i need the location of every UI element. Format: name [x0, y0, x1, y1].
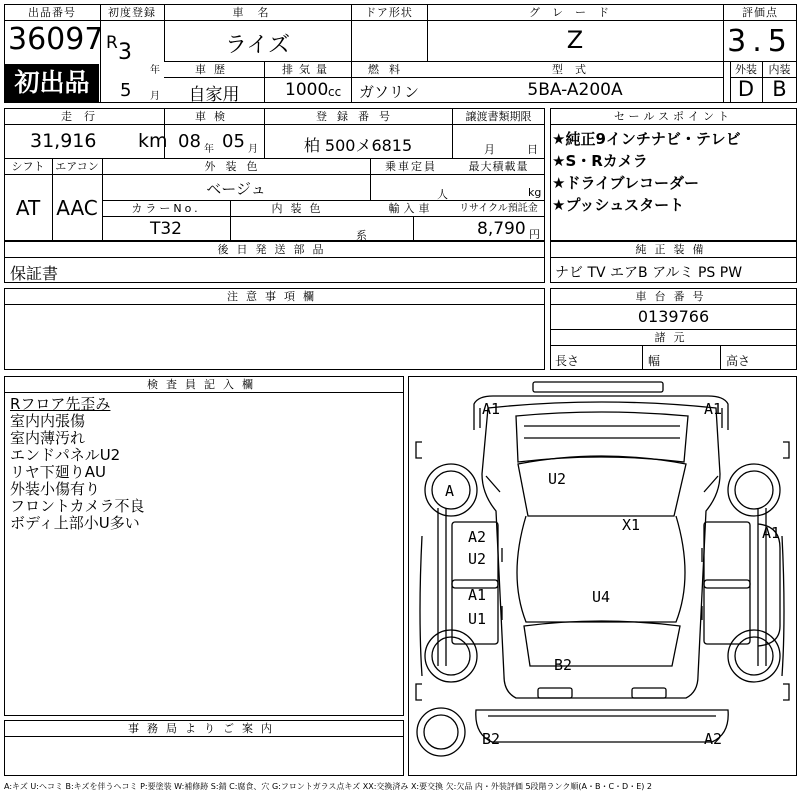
chassis-label: 車台番号 [635, 290, 712, 303]
dmg-hood: U2 [548, 470, 567, 488]
sales-point-item: ★純正9インチナビ・テレビ [552, 130, 741, 148]
dmg-right-fender: A1 [762, 524, 781, 542]
inspector-note-line: ボディ上部小U多い [10, 514, 140, 532]
ext-color-value: ベージュ [206, 180, 266, 198]
inspector-note-line: リヤ下廻りAU [10, 463, 106, 481]
load-unit: kg [528, 186, 542, 199]
int-color-unit: 系 [356, 229, 367, 242]
model-value: 5BA-A200A [527, 80, 623, 100]
car-name-label: 車名 [232, 6, 283, 19]
width-label: 幅 [648, 354, 661, 368]
equipment-label: 純正装備 [635, 243, 712, 256]
dmg-left-rear-door-a: A1 [468, 586, 487, 604]
accessories-label: 後日発送部品 [217, 243, 332, 256]
lot-number: 36097 [8, 22, 104, 57]
month-unit: 月 [150, 91, 160, 102]
inspector-note-line: フロントカメラ不良 [10, 497, 145, 515]
recycle-unit: 円 [529, 228, 540, 241]
car-diagram [408, 376, 797, 776]
shift-value: AT [15, 196, 41, 220]
dmg-left-rear-door-u: U1 [468, 610, 487, 628]
recycle-label: リサイクル預託金 [459, 203, 538, 214]
mileage-unit: km [138, 130, 168, 152]
legend: A:キズ U:ヘコミ B:キズを伴うヘコミ P:要塗装 W:補修跡 S:錆 C:腐食、穴 G:フロントガラス点キズ XX:交換済み X:要交換 欠:欠品 内・外装評価 5段階ランク順(A・B・C・D・E) 2 [4, 782, 653, 791]
dmg-left-front-door-u: U2 [468, 550, 487, 568]
history-label: 車歴 [195, 63, 233, 76]
import-label: 輸入車 [388, 202, 434, 215]
color-no-label: カラーNo. [131, 202, 201, 215]
transfer-month-unit: 月 [484, 143, 495, 156]
chassis-number: 0139766 [637, 307, 710, 326]
dmg-roof: X1 [622, 516, 641, 534]
int-color-label: 内装色 [271, 202, 329, 215]
inspector-note-line: 室内内張傷 [10, 412, 86, 430]
ac-value: AAC [56, 196, 98, 220]
length-label: 長さ [555, 354, 580, 368]
inspector-notes [10, 396, 390, 532]
door-label: ドア形状 [365, 6, 413, 19]
mileage-value: 31,916 [30, 130, 97, 152]
ext-color-label: 外装色 [204, 160, 268, 173]
displacement-value: 1000 [285, 80, 329, 100]
dmg-front-wheel: A [445, 482, 455, 500]
first-reg-label: 初度登録 [108, 6, 156, 19]
load-label: 最大積載量 [468, 160, 529, 173]
inspection-label: 車検 [195, 110, 233, 123]
score-value: 3.5 [727, 24, 793, 59]
inspector-note-line: エンドパネルU2 [10, 446, 121, 464]
accessories-value: 保証書 [10, 264, 59, 283]
grade-value: Z [566, 26, 584, 54]
dmg-front-right: A1 [704, 400, 723, 418]
inspector-note-line: 外装小傷有り [10, 480, 101, 498]
exterior-label: 外装 [735, 63, 757, 76]
capacity-label: 乗車定員 [385, 160, 437, 173]
first-listing-badge: 初出品 [5, 64, 99, 102]
interior-grade: B [772, 77, 787, 101]
interior-label: 内装 [768, 63, 791, 76]
fuel-value: ガソリン [358, 83, 419, 101]
color-no-value: T32 [149, 219, 183, 239]
capacity-unit: 人 [437, 188, 448, 201]
dmg-rear-left: B2 [482, 730, 501, 748]
model-label: 型式 [552, 63, 598, 76]
lot-number-label: 出品番号 [28, 6, 76, 19]
inspection-year-unit: 年 [204, 144, 214, 155]
sales-point-item: ★プッシュスタート [552, 196, 685, 214]
dims-label: 諸元 [654, 331, 693, 344]
dmg-left-front-door-a: A2 [468, 528, 487, 546]
sales-point-item: ★S・Rカメラ [552, 152, 648, 170]
office-label: 事務局よりご案内 [128, 722, 280, 735]
displacement-label: 排気量 [282, 63, 333, 76]
year-unit: 年 [150, 65, 160, 76]
score-label: 評価点 [742, 6, 778, 19]
history-value: 自家用 [188, 85, 240, 105]
grade-label: グレード [529, 6, 621, 19]
inspection-year: 08 [178, 131, 201, 152]
shift-label: シフト [11, 160, 45, 173]
notes-label: 注意事項欄 [227, 290, 322, 303]
inspector-note-line: Rフロア先歪み [10, 395, 111, 413]
dmg-trunk: B2 [554, 656, 573, 674]
recycle-value: 8,790 [477, 219, 526, 239]
inspector-label: 検査員記入欄 [147, 378, 261, 391]
transfer-label: 譲渡書類期限 [465, 110, 532, 123]
sales-points-label: セールスポイント [613, 110, 733, 123]
displacement-unit: cc [328, 85, 342, 99]
fuel-label: 燃料 [368, 63, 410, 76]
plate-label: 登録番号 [316, 110, 400, 123]
height-label: 高さ [726, 354, 751, 368]
inspection-month-unit: 月 [248, 144, 258, 155]
car-name: ライズ [224, 33, 291, 58]
year-value: 3 [118, 40, 132, 65]
ac-label: エアコン [55, 160, 99, 173]
inspector-note-line: 室内薄汚れ [10, 429, 86, 447]
era-letter: R [106, 33, 118, 53]
equipment-value: ナビ TV エアB アルミ PS PW [555, 265, 743, 281]
mileage-label: 走行 [61, 110, 107, 123]
sales-points-list [552, 128, 796, 216]
sales-point-item: ★ドライブレコーダー [552, 174, 699, 192]
transfer-day-unit: 日 [527, 143, 538, 156]
month-value: 5 [120, 80, 132, 101]
exterior-grade: D [737, 77, 755, 101]
inspection-month: 05 [222, 131, 245, 152]
dmg-rear-roof: U4 [592, 588, 611, 606]
plate-value: 柏 500メ6815 [303, 136, 413, 155]
dmg-rear-right: A2 [704, 730, 723, 748]
dmg-front-left: A1 [482, 400, 501, 418]
